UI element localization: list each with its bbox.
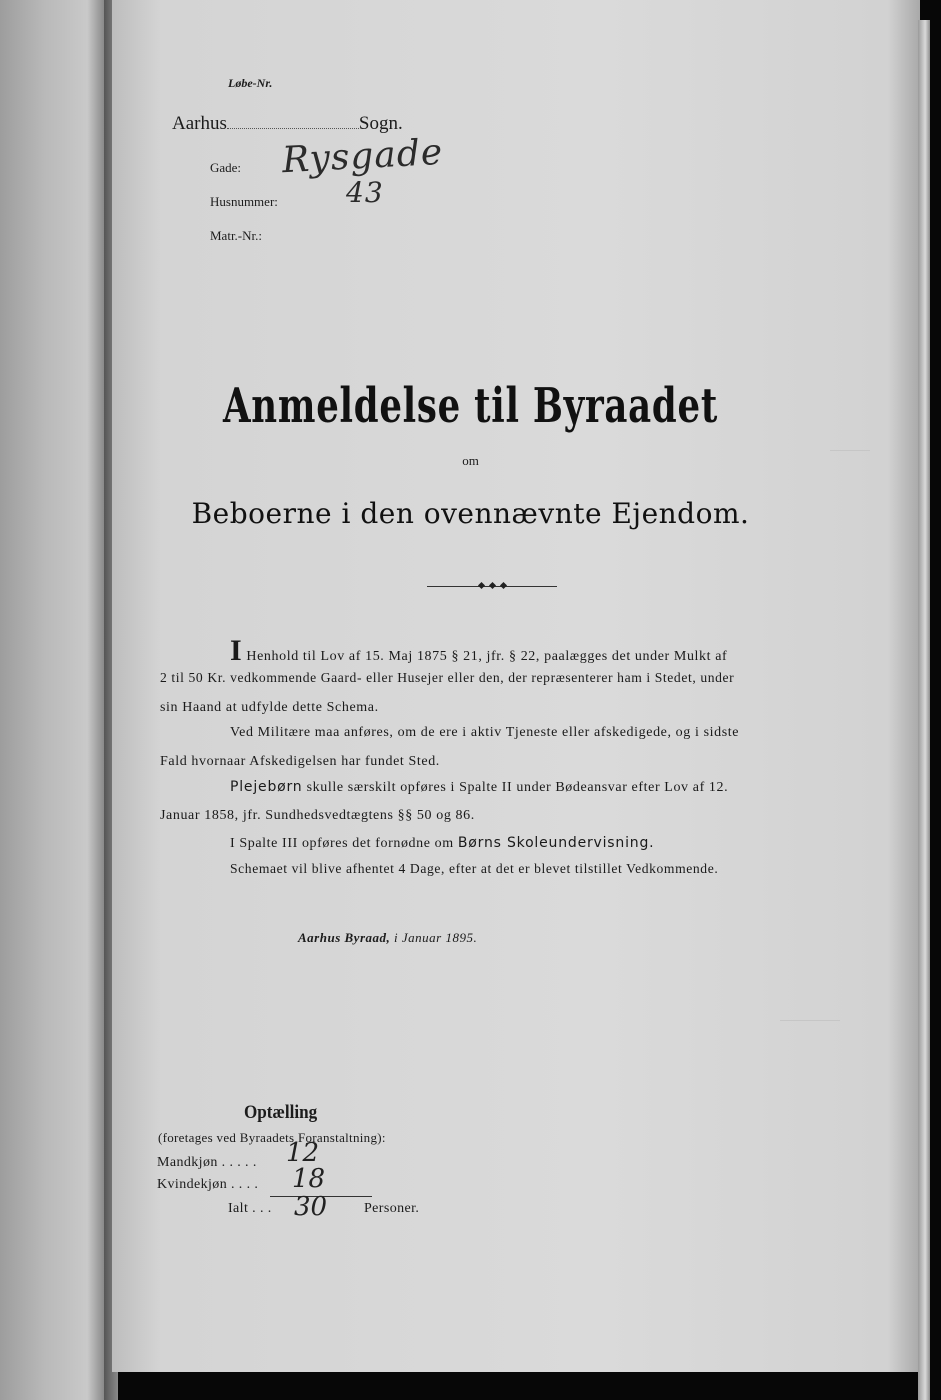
husnummer-value: 43 bbox=[346, 176, 384, 209]
bleed-through-mark bbox=[780, 1000, 840, 1021]
document-title: Anmeldelse til Byraadet bbox=[223, 378, 718, 434]
paragraph-5: Schemaet vil blive afhentet 4 Dage, efter at det er blevet tilstillet Vedkommende. bbox=[230, 861, 719, 876]
kvindekjon-value: 18 bbox=[292, 1164, 326, 1194]
mandkjon-label: Mandkjøn . . . . . bbox=[157, 1155, 257, 1170]
page-edge bbox=[918, 20, 930, 1400]
mandkjon-value: 12 bbox=[286, 1138, 320, 1168]
paragraph-3-text: skulle særskilt opføres i Spalte II under Bødeansvar efter Lov af 12. bbox=[306, 780, 729, 795]
paragraph-2-line-2: Fald hvornaar Afskedigelsen har fundet Sted. bbox=[160, 754, 440, 769]
sogn-label: Sogn. bbox=[358, 113, 403, 134]
gade-label: Gade: bbox=[210, 160, 242, 175]
ialt-value: 30 bbox=[294, 1192, 328, 1222]
paragraph-1-line-3: sin Haand at udfylde dette Schema. bbox=[160, 700, 379, 715]
paragraph-1-text: Henhold til Lov af 15. Maj 1875 § 21, jfr. § 22, paalægges det under Mulkt af bbox=[246, 649, 728, 664]
paragraph-3-line-1 bbox=[230, 779, 728, 796]
gade-value: Rysgade bbox=[281, 131, 445, 182]
paragraph-2-line-1: Ved Militære maa anføres, om de ere i aktiv Tjeneste eller afskedigede, og i sidste bbox=[230, 725, 740, 740]
ialt-label: Ialt . . . bbox=[228, 1201, 272, 1216]
count-subtitle: (foretages ved Byraadets Foranstaltning): bbox=[158, 1130, 386, 1145]
paragraph-1-line-1 bbox=[230, 636, 727, 666]
parish-field bbox=[227, 128, 359, 129]
document-subtitle: Beboerne i den ovennævnte Ejendom. bbox=[191, 497, 750, 530]
title-connector: om bbox=[462, 453, 479, 468]
count-title: Optælling bbox=[244, 1102, 318, 1123]
parish-line bbox=[172, 113, 403, 135]
paragraph-4 bbox=[230, 835, 654, 852]
plejeborn-highlight: Plejebørn bbox=[230, 779, 303, 795]
ornament-divider bbox=[427, 585, 557, 587]
paragraph-1-line-2: 2 til 50 Kr. vedkommende Gaard- eller Husejer eller den, der repræsenterer ham i Stedet, under bbox=[160, 670, 735, 685]
city-name: Aarhus bbox=[172, 113, 227, 134]
bleed-through-mark bbox=[830, 430, 870, 451]
kvindekjon-label: Kvindekjøn . . . . bbox=[157, 1177, 259, 1192]
drop-cap: I bbox=[230, 634, 243, 667]
byraad-signature: Aarhus Byraad, bbox=[298, 930, 391, 945]
paragraph-3-line-2: Januar 1858, jfr. Sundhedsvedtægtens §§ 50 og 86. bbox=[160, 808, 475, 823]
personer-label: Personer. bbox=[364, 1201, 420, 1216]
facing-page bbox=[0, 0, 112, 1400]
husnummer-label: Husnummer: bbox=[210, 194, 278, 209]
paragraph-4-text: I Spalte III opføres det fornødne om bbox=[230, 836, 454, 851]
signature-date: i Januar 1895. bbox=[394, 930, 478, 945]
skoleundervisning-highlight: Børns Skoleundervisning. bbox=[457, 835, 655, 851]
loebe-nr-label: Løbe-Nr. bbox=[228, 76, 273, 90]
signature bbox=[298, 930, 477, 946]
matr-nr-label: Matr.-Nr.: bbox=[210, 228, 262, 243]
